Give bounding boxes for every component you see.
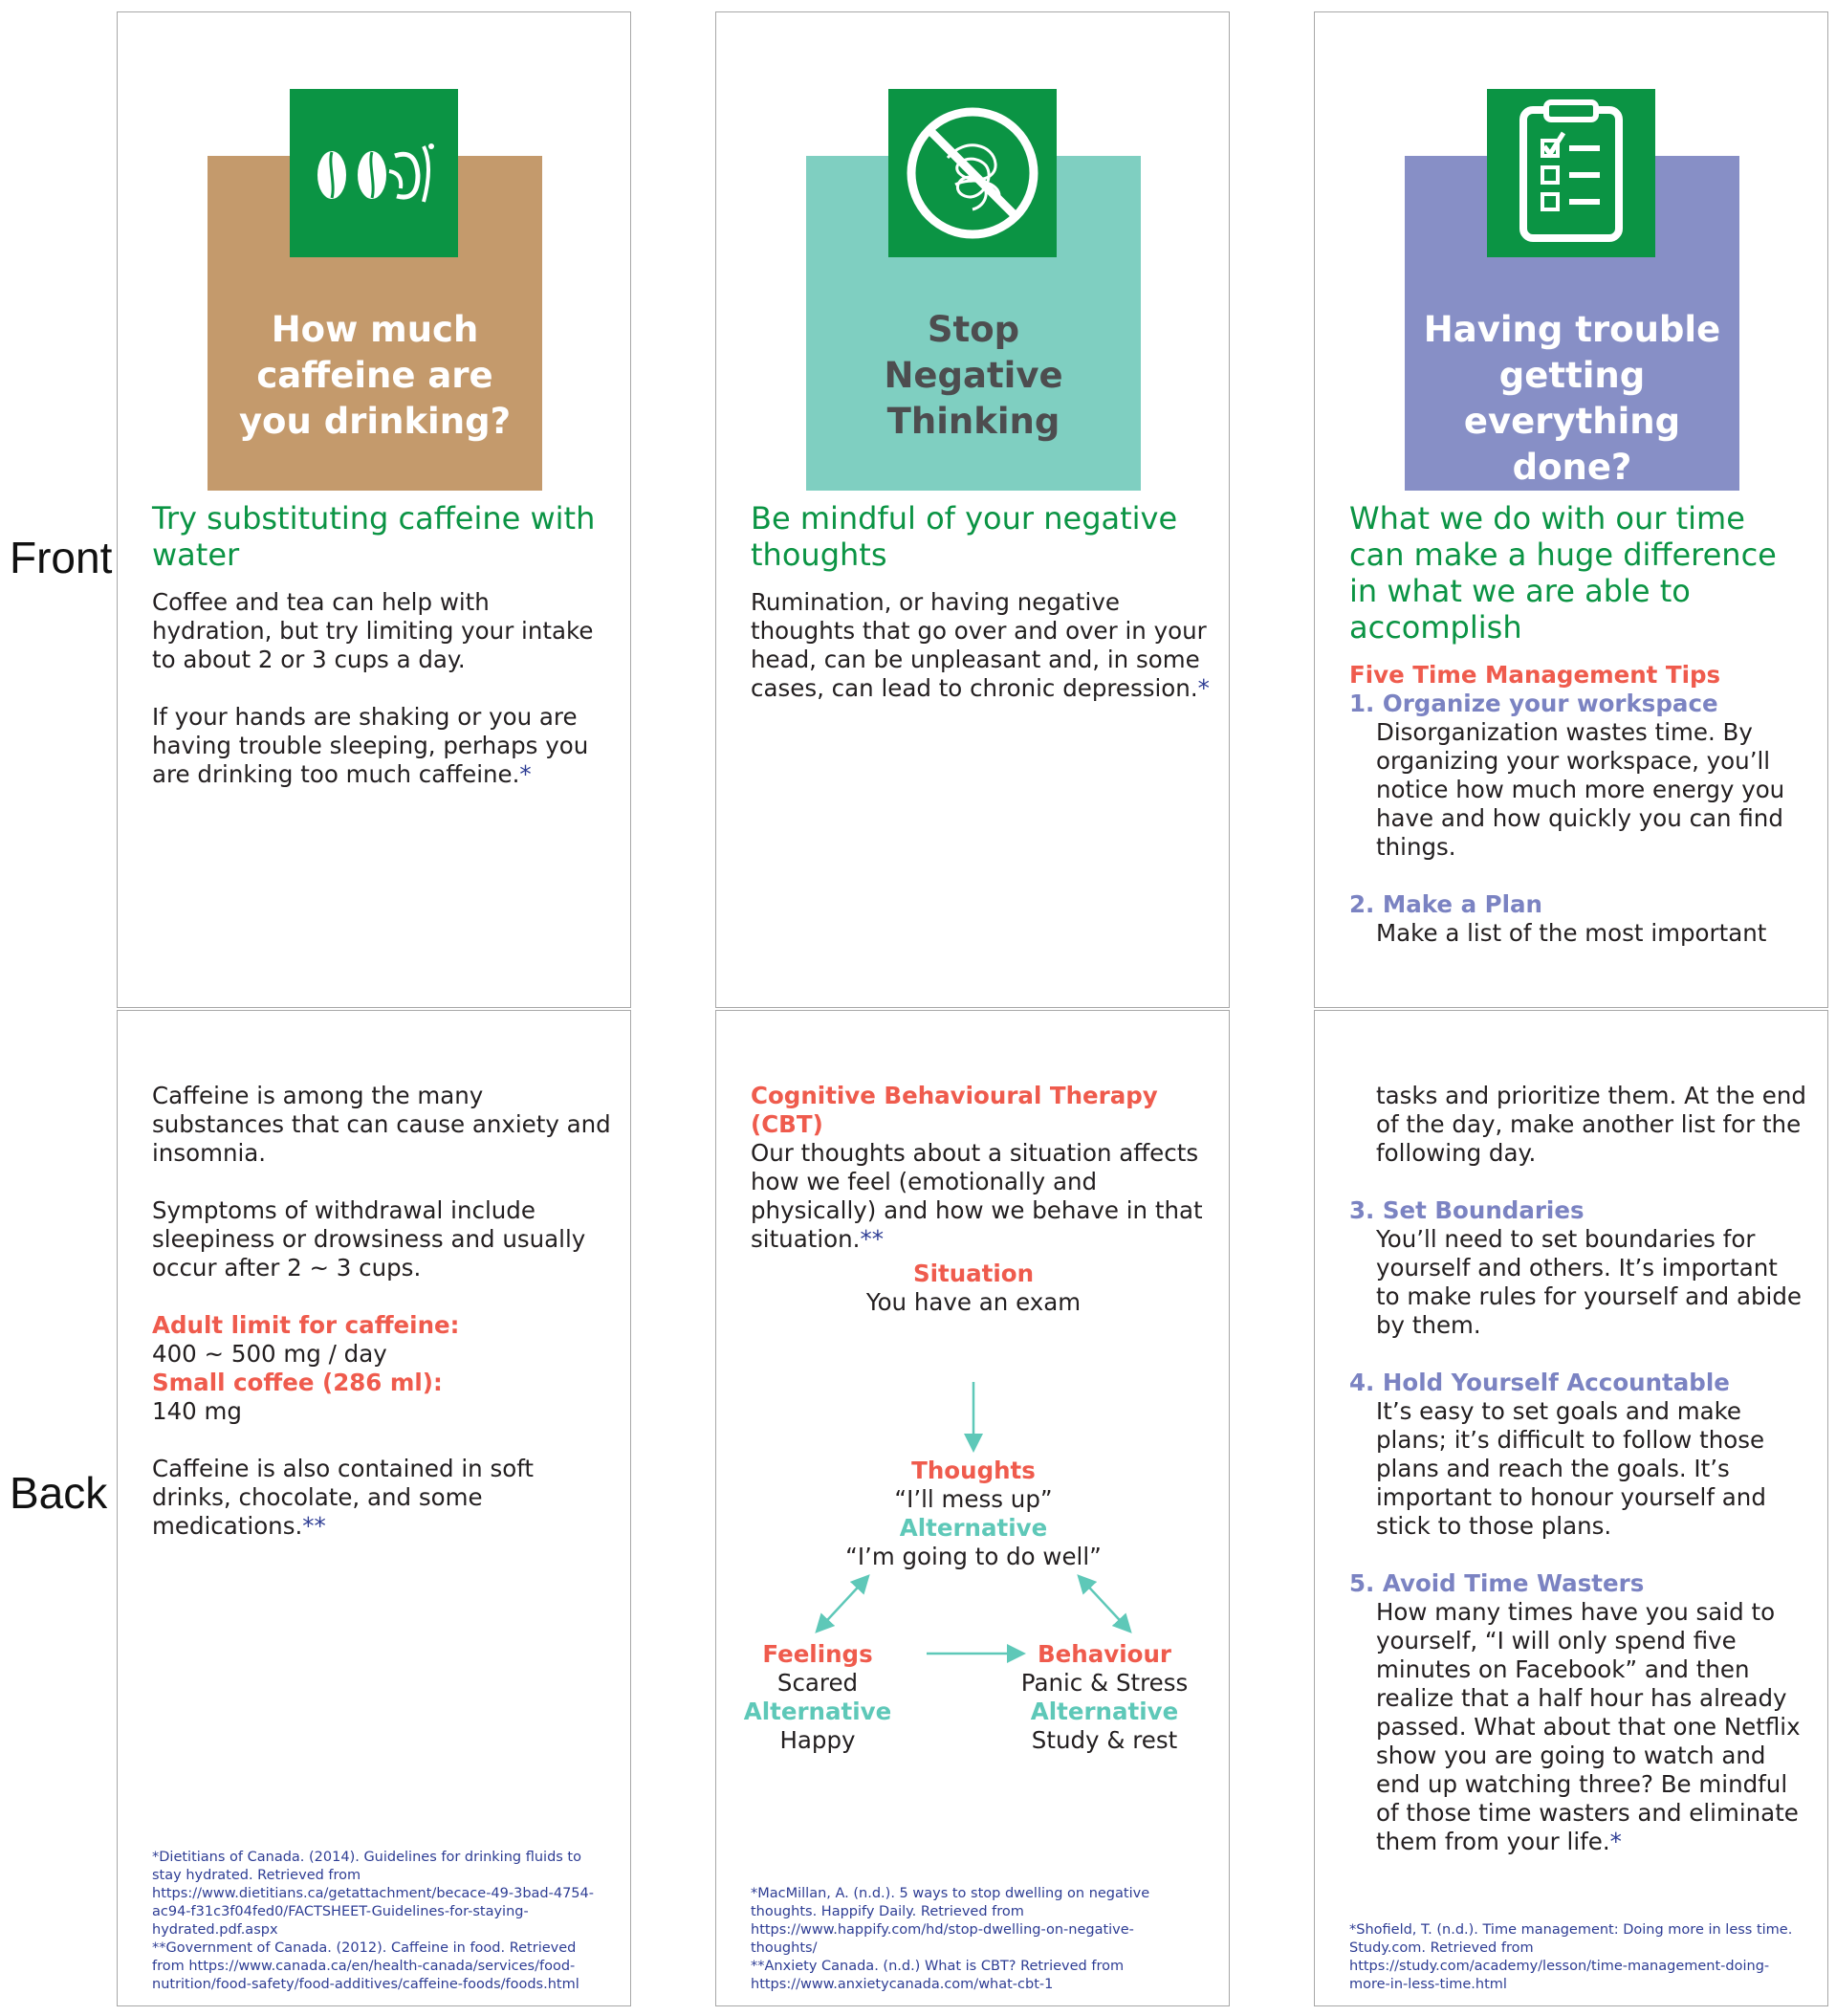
tip2-title: 2. Make a Plan xyxy=(1349,890,1542,918)
reference-1: *MacMillan, A. (n.d.). 5 ways to stop dwelling on negative thoughts. Happify Daily. Retrieved from https://www.happify.com/hd/stop-dwelling-on-negative-thoughts/ xyxy=(751,1886,1150,1956)
reference-2: **Anxiety Canada. (n.d.) What is CBT? Retrieved from https://www.anxietycanada.com/what-cbt-1 xyxy=(751,1959,1125,1992)
tip5-text xyxy=(1349,1598,1808,1856)
reference-1: *Shofield, T. (n.d.). Time management: Doing more in less time. Study.com. Retrieved from https://study.com/academy/lesson/time-management-doing-more-in-less-time.html xyxy=(1349,1922,1793,1992)
time-front-card xyxy=(1314,11,1828,1008)
cbt-heading: Cognitive Behavioural Therapy (CBT) xyxy=(751,1082,1158,1138)
thoughts-alternative-text: “I’m going to do well” xyxy=(845,1543,1102,1570)
negative-references xyxy=(751,1885,1200,1994)
cbt-situation-node xyxy=(830,1260,1117,1317)
arrow-thoughts-feelings xyxy=(818,1577,867,1631)
time-title: Having trouble getting everything done? xyxy=(1423,309,1721,488)
caffeine-subhead: Try substituting caffeine with water xyxy=(152,500,596,573)
caffeine-back-paragraph-3 xyxy=(152,1455,611,1541)
back-row-label: Back xyxy=(10,1468,108,1518)
caffeine-title: How much caffeine are you drinking? xyxy=(238,309,512,442)
caffeine-front-body xyxy=(152,500,611,818)
arrow-thoughts-behaviour xyxy=(1080,1577,1129,1631)
reference-2: **Government of Canada. (2012). Caffeine in food. Retrieved from https://www.canada.ca/en/health-canada/services/food-nutrition/food-safety/food-additives/caffeine-foods/foods.html xyxy=(152,1940,579,1992)
cbt-paragraph-text: Our thoughts about a situation affects how we feel (emotionally and physically) and how we behave in that situation. xyxy=(751,1139,1203,1253)
negative-paragraph-1-text: Rumination, or having negative thoughts that go over and over in your head, can be unpleasant and, in some cases, can lead to chronic depression. xyxy=(751,588,1207,702)
situation-text: You have an exam xyxy=(865,1288,1082,1316)
time-back-card xyxy=(1314,1010,1828,2006)
citation-marker: * xyxy=(519,760,532,788)
cbt-paragraph xyxy=(751,1139,1210,1254)
adult-limit-value: 400 ~ 500 mg / day xyxy=(152,1340,387,1368)
checklist-icon xyxy=(1487,89,1655,257)
negative-paragraph-1 xyxy=(751,588,1210,703)
cbt-feelings-node xyxy=(741,1640,894,1755)
feelings-label: Feelings xyxy=(762,1640,873,1668)
tip2-text-front: Make a list of the most important xyxy=(1376,919,1767,947)
tip5-text-body: How many times have you said to yourself, “I will only spend five minutes on Facebook” and then realize that a half hour has already passed. What about that one Netflix show you are going to watch and end up watching three? Be mindful of those time wasters and eliminate them from your life. xyxy=(1376,1598,1801,1855)
negative-front-body xyxy=(751,500,1210,732)
caffeine-paragraph-2 xyxy=(152,703,611,789)
negative-subhead: Be mindful of your negative thoughts xyxy=(751,500,1178,573)
small-coffee-value: 140 mg xyxy=(152,1397,242,1425)
behaviour-text: Panic & Stress xyxy=(1020,1669,1189,1697)
tip4-text: It’s easy to set goals and make plans; it’s difficult to follow those plans and reach the goals. It’s important to honour yourself and stick to those plans. xyxy=(1376,1397,1766,1540)
caffeine-paragraph-2-text: If your hands are shaking or you are having trouble sleeping, perhaps you are drinking too much caffeine. xyxy=(152,703,589,788)
behaviour-alternative-label: Alternative xyxy=(1030,1698,1179,1725)
thoughts-alternative-label: Alternative xyxy=(899,1514,1048,1542)
situation-label: Situation xyxy=(912,1260,1035,1287)
reference-1: *Dietitians of Canada. (2014). Guidelines for drinking fluids to stay hydrated. Retrieved from https://www.dietitians.ca/getattachment/becace-49-3bad-4754-ac94-f31c3f04fed0/FACTSHEET-Guidelines-for-staying-hydrated.pdf.aspx xyxy=(152,1850,594,1938)
time-references xyxy=(1349,1921,1799,1994)
tip3-text: You’ll need to set boundaries for yourself and others. It’s important to make rules for yourself and abide by them. xyxy=(1376,1225,1802,1339)
negative-back-body xyxy=(751,1082,1210,1254)
coffee-beans-icon xyxy=(290,89,458,257)
time-back-body xyxy=(1349,1082,1808,1856)
tip3-title: 3. Set Boundaries xyxy=(1349,1196,1585,1224)
caffeine-back-card xyxy=(117,1010,631,2006)
time-front-body xyxy=(1349,500,1808,948)
cbt-behaviour-node xyxy=(1009,1640,1200,1755)
caffeine-references xyxy=(152,1849,601,1994)
tip4-title: 4. Hold Yourself Accountable xyxy=(1349,1369,1730,1396)
caffeine-back-paragraph-2: Symptoms of withdrawal include sleepiness or drowsiness and usually occur after 2 ~ 3 cups. xyxy=(152,1196,586,1282)
caffeine-back-paragraph-3-text: Caffeine is also contained in soft drinks, chocolate, and some medications. xyxy=(152,1455,535,1540)
citation-marker: ** xyxy=(860,1225,884,1253)
feelings-alternative-label: Alternative xyxy=(743,1698,892,1725)
no-tangled-thoughts-icon xyxy=(888,89,1057,257)
caffeine-front-card xyxy=(117,11,631,1008)
caffeine-back-paragraph-1: Caffeine is among the many substances that can cause anxiety and insomnia. xyxy=(152,1082,611,1167)
front-row-label: Front xyxy=(10,533,113,582)
tip5-title: 5. Avoid Time Wasters xyxy=(1349,1569,1645,1597)
citation-marker: * xyxy=(1197,674,1210,702)
citation-marker: * xyxy=(1609,1828,1622,1855)
negative-back-card xyxy=(715,1010,1230,2006)
negative-front-card xyxy=(715,11,1230,1008)
behaviour-label: Behaviour xyxy=(1038,1640,1171,1668)
feelings-text: Scared xyxy=(776,1669,859,1697)
feelings-alternative-text: Happy xyxy=(779,1726,856,1754)
citation-marker: ** xyxy=(302,1512,326,1540)
tips-heading: Five Time Management Tips xyxy=(1349,661,1721,689)
time-subhead: What we do with our time can make a huge difference in what we are able to accomplish xyxy=(1349,500,1777,646)
behaviour-alternative-text: Study & rest xyxy=(1031,1726,1178,1754)
caffeine-paragraph-1: Coffee and tea can help with hydration, but try limiting your intake to about 2 or 3 cups a day. xyxy=(152,588,594,673)
cbt-thoughts-node xyxy=(811,1457,1136,1571)
tip1-title: 1. Organize your workspace xyxy=(1349,690,1718,717)
tip2-text-back: tasks and prioritize them. At the end of the day, make another list for the following day. xyxy=(1376,1082,1806,1167)
adult-limit-label: Adult limit for caffeine: xyxy=(152,1311,460,1339)
caffeine-back-body xyxy=(152,1082,611,1569)
thoughts-text: “I’ll mess up” xyxy=(894,1485,1053,1513)
small-coffee-label: Small coffee (286 ml): xyxy=(152,1369,443,1396)
negative-title: Stop Negative Thinking xyxy=(884,309,1063,442)
thoughts-label: Thoughts xyxy=(911,1457,1036,1484)
tip1-text: Disorganization wastes time. By organizing your workspace, you’ll notice how much more energy you have and how quickly you can find things. xyxy=(1376,718,1785,861)
